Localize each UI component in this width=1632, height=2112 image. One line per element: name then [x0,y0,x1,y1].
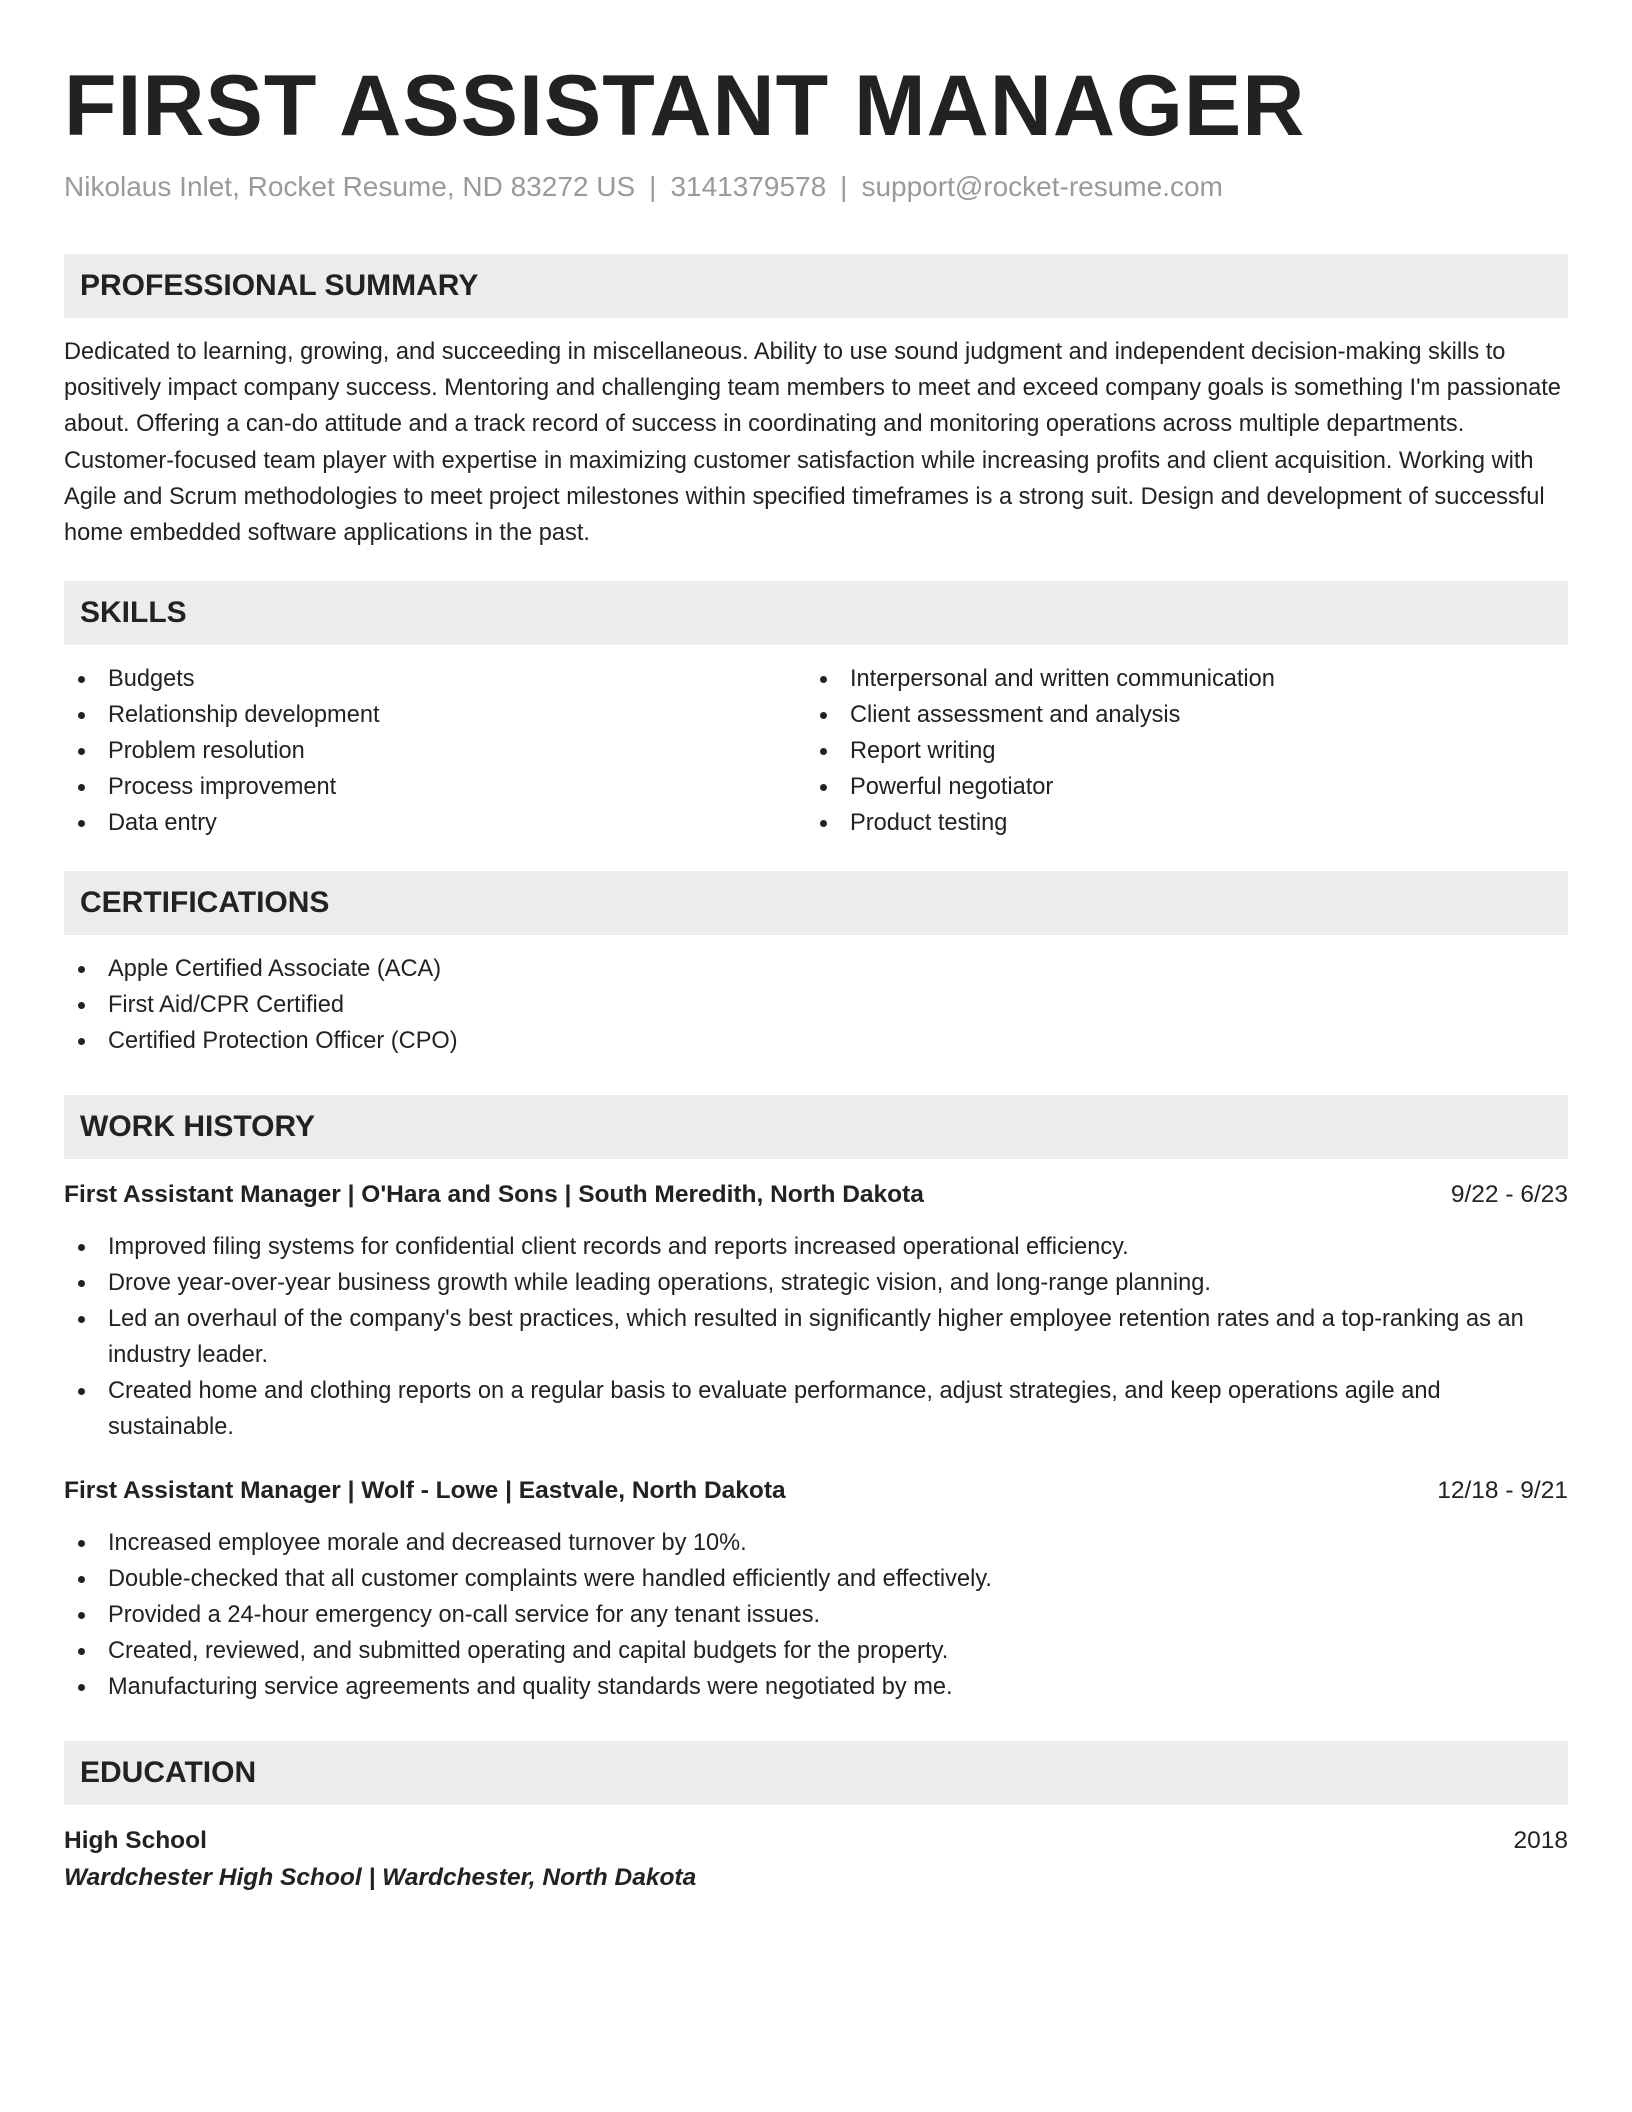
skills-list-left [64,661,806,841]
job-header [64,1473,1568,1509]
job-dates: 9/22 - 6/23 [1450,1181,1568,1209]
job-bullet: Manufacturing service agreements and quality standards were negotiated by me. [64,1669,1568,1705]
work-history-heading: WORK HISTORY [64,1095,1568,1159]
job-bullet: Double-checked that all customer complaints were handled efficiently and effectively. [64,1561,1568,1597]
contact-line [64,170,1568,204]
summary-text: Dedicated to learning, growing, and succeeding in miscellaneous. Ability to use sound judgment and independent decision-making skills to positively impact company success. Mentoring and challenging team members to meet and exceed company goals is something I'm passionate about. Offering a can-do attitude and a track record of success in coordinating and monitoring operations across multiple departments. Customer-focused team player with expertise in maximizing customer satisfaction while increasing profits and client acquisition. Working with Agile and Scrum methodologies to meet project milestones within specified timeframes is a strong suit. Design and development of successful home embedded software applications in the past. [64,339,1561,547]
skill-item: Product testing [806,805,1548,841]
job-bullets [64,1229,1568,1445]
job-bullet: Increased employee morale and decreased turnover by 10%. [64,1525,1568,1561]
job-title: First Assistant Manager | Wolf - Lowe | Eastvale, North Dakota [64,1477,786,1505]
education-year: 2018 [1513,1827,1568,1855]
certification-item: Certified Protection Officer (CPO) [64,1023,1568,1059]
job-bullet: Improved filing systems for confidential client records and reports increased operational efficiency. [64,1229,1568,1265]
skills-heading: SKILLS [64,581,1568,645]
education-school: Wardchester High School | Wardchester, North Dakota [64,1864,697,1892]
job-bullets [64,1525,1568,1705]
job-entry [64,1177,1568,1445]
skills-list-right [806,661,1548,841]
job-bullet: Led an overhaul of the company's best practices, which resulted in significantly higher employee retention rates and a top-ranking as an industry leader. [64,1301,1568,1373]
contact-separator: | [649,171,657,202]
job-bullet: Created, reviewed, and submitted operating and capital budgets for the property. [64,1633,1568,1669]
skill-item: Powerful negotiator [806,769,1548,805]
education-header [64,1823,1568,1859]
contact-address: Nikolaus Inlet, Rocket Resume, ND 83272 US [64,171,636,202]
contact-phone: 3141379578 [670,171,827,202]
certification-item: Apple Certified Associate (ACA) [64,951,1568,987]
contact-separator: | [840,171,848,202]
skill-item: Process improvement [64,769,806,805]
education-entry [64,1823,1568,1897]
job-bullet: Drove year-over-year business growth while leading operations, strategic vision, and long-range planning. [64,1265,1568,1301]
skill-item: Budgets [64,661,806,697]
certification-item: First Aid/CPR Certified [64,987,1568,1023]
education-degree: High School [64,1827,207,1855]
education-heading: EDUCATION [64,1741,1568,1805]
skill-item: Data entry [64,805,806,841]
skill-item: Relationship development [64,697,806,733]
skills-grid [64,661,1568,841]
job-title: First Assistant Manager | O'Hara and Sons | South Meredith, North Dakota [64,1181,924,1209]
job-dates: 12/18 - 9/21 [1437,1477,1568,1505]
skill-item: Interpersonal and written communication [806,661,1548,697]
contact-email: support@rocket-resume.com [861,171,1223,202]
skill-item: Problem resolution [64,733,806,769]
job-bullet: Created home and clothing reports on a regular basis to evaluate performance, adjust strategies, and keep operations agile and sustainable. [64,1373,1568,1445]
job-header [64,1177,1568,1213]
job-bullet: Provided a 24-hour emergency on-call service for any tenant issues. [64,1597,1568,1633]
skill-item: Client assessment and analysis [806,697,1548,733]
skill-item: Report writing [806,733,1548,769]
summary-heading: PROFESSIONAL SUMMARY [64,254,1568,318]
job-entry [64,1473,1568,1705]
certifications-heading: CERTIFICATIONS [64,871,1568,935]
certifications-list [64,951,1568,1059]
candidate-name: FIRST ASSISTANT MANAGER [64,58,1306,154]
resume-page [64,56,1568,1897]
